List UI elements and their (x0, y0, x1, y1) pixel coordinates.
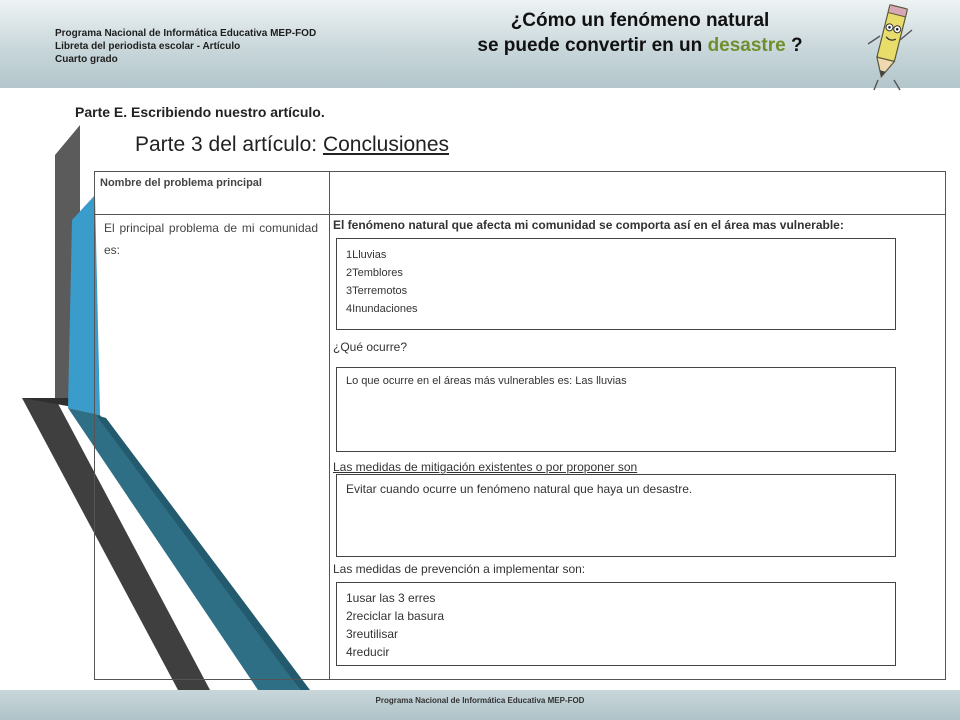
list-item: 1Lluvias (346, 249, 387, 261)
footer-band (0, 690, 960, 720)
org-line-3: Cuarto grado (55, 54, 118, 65)
answer-phenomenon-box[interactable] (336, 238, 896, 330)
section-title (135, 133, 449, 157)
list-item: 2Temblores (346, 267, 403, 279)
list-item: 4Inundaciones (346, 303, 418, 315)
problem-name-label: Nombre del problema principal (100, 177, 262, 189)
answer-prevention-list (346, 589, 444, 661)
question-phenomenon: El fenómeno natural que afecta mi comunidad se comporta así en el área mas vulnerable: (333, 218, 844, 232)
section-title-underlined: Conclusiones (322, 133, 450, 156)
list-item: 4reducir (346, 645, 390, 659)
slide-title-accent: desastre (707, 35, 786, 56)
slide-title-suffix: ? (791, 35, 803, 56)
footer-text: Programa Nacional de Informática Educativa MEP-FOD (375, 696, 585, 705)
slide-title-line-1: ¿Cómo un fenómeno natural (510, 10, 770, 31)
list-item: 2reciclar la basura (346, 609, 445, 623)
answer-phenomenon-list (346, 246, 418, 318)
main-problem-label: El principal problema de mi comunidad es: (104, 221, 318, 257)
list-item: 3reutilisar (346, 627, 399, 641)
table-row-divider (94, 214, 946, 215)
section-prefix: Parte 3 del artículo: (135, 133, 318, 156)
question-what-happens: ¿Qué ocurre? (333, 340, 408, 354)
slide-title-prefix: se puede convertir en un (477, 35, 703, 56)
org-line-2: Libreta del periodista escolar - Artículo (55, 41, 241, 52)
list-item: 1usar las 3 erres (346, 591, 436, 605)
part-label: Parte E. Escribiendo nuestro artículo. (75, 104, 325, 120)
question-mitigation: Las medidas de mitigación existentes o por proponer son (333, 460, 638, 474)
question-prevention: Las medidas de prevención a implementar son: (333, 562, 586, 576)
table-column-divider (329, 171, 330, 680)
list-item: 3Terremotos (346, 285, 408, 297)
answer-what-happens-text: Lo que ocurre en el áreas más vulnerables es: Las lluvias (346, 375, 627, 387)
answer-mitigation-text: Evitar cuando ocurre un fenómeno natural que haya un desastre. (346, 482, 693, 496)
org-line-1: Programa Nacional de Informática Educativa MEP-FOD (55, 28, 317, 39)
